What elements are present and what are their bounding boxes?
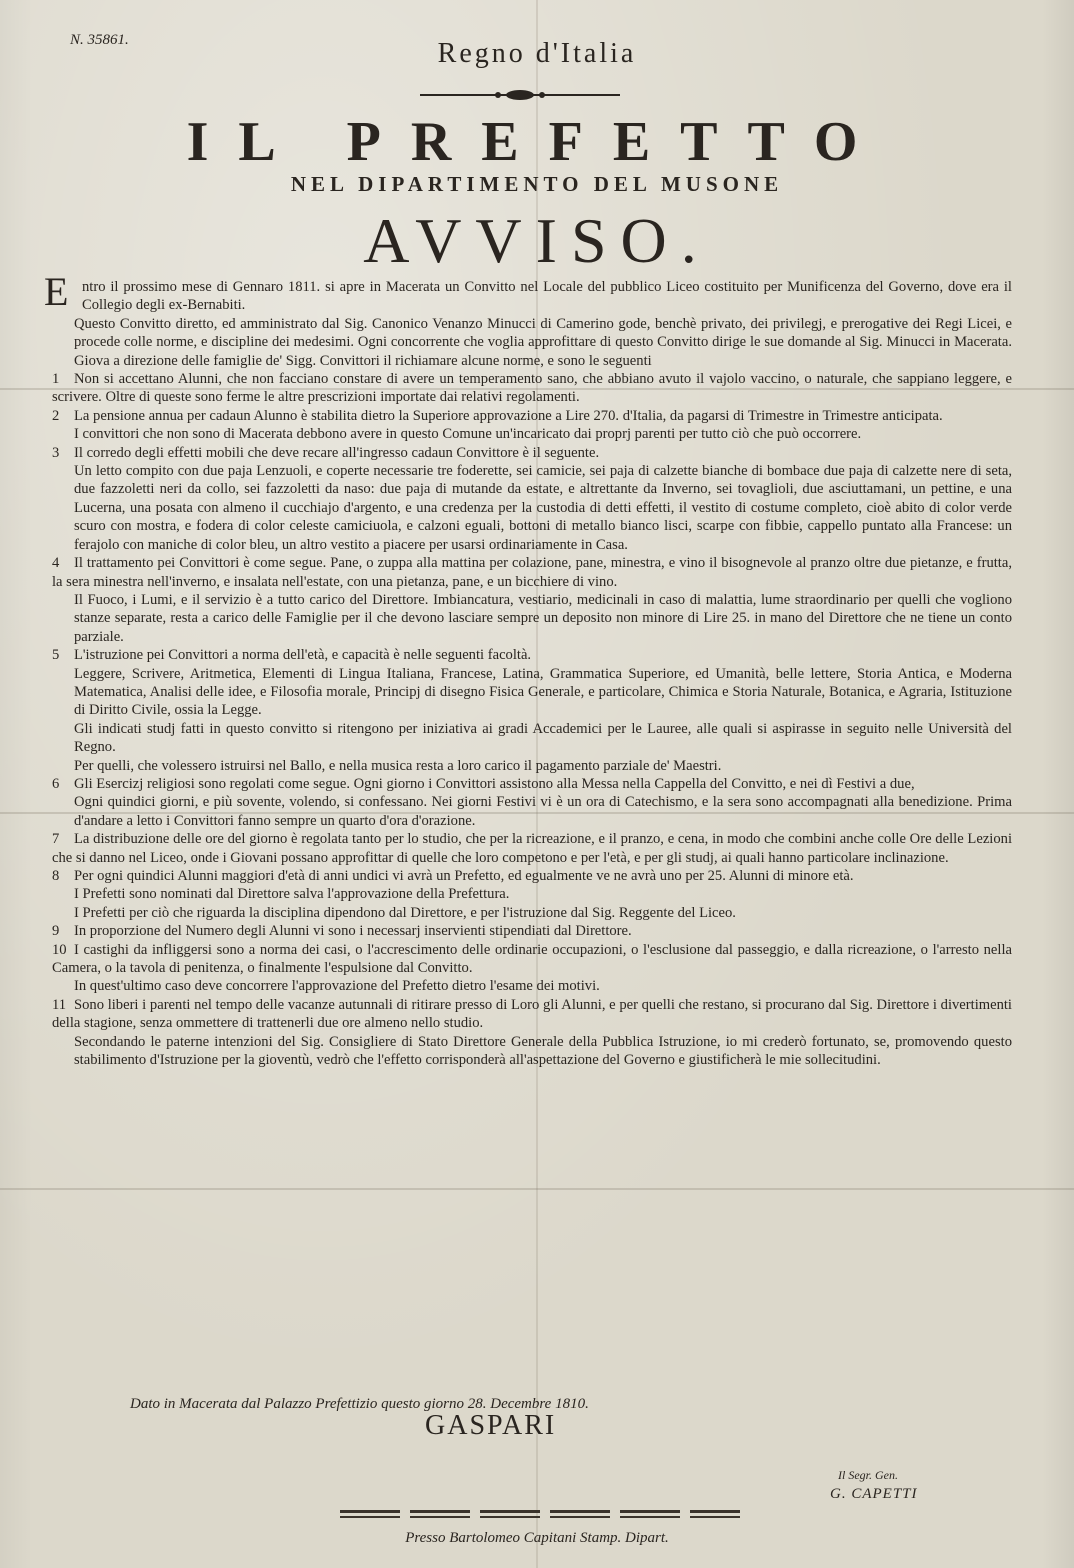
rule-item: [52, 830, 1012, 867]
item-number: 9: [52, 923, 60, 940]
department-heading: NEL DIPARTIMENTO DEL MUSONE: [290, 172, 784, 196]
prefect-signature: GASPARI: [425, 1410, 557, 1441]
rule-item: [52, 370, 1012, 407]
drop-cap: E: [44, 269, 69, 314]
rule-item: [52, 922, 1012, 940]
rule-item: [52, 554, 1012, 591]
item-number: 3: [52, 444, 60, 461]
item-number: 7: [52, 831, 60, 848]
rule-item: [52, 996, 1012, 1033]
item-text: Gli Esercizj religiosi sono regolati come segue. Ogni giorno i Convittori assistono alla Messa nella Cappella del Convitto, e nei dì Festivi a due,: [74, 775, 915, 792]
item-subtext: I convittori che non sono di Macerata debbono avere in questo Comune un'incaricato dai proprj parenti per tutto ciò che può occorrere.: [74, 426, 862, 443]
notice-title: AVVISO.: [363, 205, 711, 276]
item-subtext: Gli indicati studj fatti in questo convitto si ritengono per iniziativa ai gradi Accademici per le Lauree, alle quali si aspirasse in seguito nelle Università del Regno.: [74, 720, 1012, 756]
notice-body: [44, 269, 1012, 1069]
item-subtext: Per quelli, che volessero istruirsi nel Ballo, e nella musica resta a loro carico il pagamento parziale de' Maestri.: [74, 757, 722, 774]
office-heading: IL PREFETTO: [186, 111, 888, 173]
item-text: L'istruzione pei Convittori a norma dell'età, e capacità è nelle seguenti facoltà.: [74, 647, 532, 664]
kingdom-heading: Regno d'Italia: [437, 38, 637, 69]
ornament-rule: [420, 88, 620, 102]
closing-paragraph: Secondando le paterne intenzioni del Sig. Consigliere di Stato Direttore Generale della Pubblica Istruzione, io mi crederò fortunato, se, promovendo questo stabilimento d'Istruzione per la gioventù, vedrò che l'effetto corrisponderà all'aspettazione del Governo e giustificherà le mie sollecitudini.: [74, 1033, 1012, 1069]
rule-item: [52, 941, 1012, 978]
item-text: I castighi da infliggersi sono a norma dei casi, o l'accrescimento delle ordinarie occupazioni, o l'esclusione dal passeggio, e dalla ricreazione, o l'arresto nella Camera, o la tavola di penitenza, o finalmente l'espulsione dal Convitto.: [52, 941, 1012, 977]
inventory-number: N. 35861.: [70, 32, 129, 48]
date-line: Dato in Macerata dal Palazzo Prefettizio questo giorno 28. Decembre 1810.: [130, 1396, 589, 1412]
item-text: Il trattamento pei Convittori è come segue. Pane, o zuppa alla mattina per colazione, pane, minestra, e vino il bisognevole al pranzo oltre due pietanze, e frutta, la sera minestra nell'inverno, e insalata nell'estate, con una pietanza, pane, e un bicchiere di vino.: [52, 555, 1012, 590]
printer-imprint: Presso Bartolomeo Capitani Stamp. Dipart.: [405, 1530, 669, 1546]
item-subtext: Il Fuoco, i Lumi, e il servizio è a tutto carico del Direttore. Imbiancatura, vestiario, medicinali in caso di malattia, lume straordinario per quelli che vogliono stanze separate, resta a carico delle Famiglie per il che devono lasciare sempre un deposito non minore di Lire 25. in mano del Direttore che ne tiene un conto parziale.: [74, 591, 1012, 645]
item-subtext: Un letto compito con due paja Lenzuoli, e coperte necessarie tre foderette, sei camicie, sei paja di calzette bianche di bombace due paja di calzette nere di seta, due fazzoletti neri da collo, sei fazzoletti da naso: due paja di mutande da estate, e altrettante da Inverno, sei tovaglioli, due asciuttamani, un pettine, e una Lucerna, una posata con almeno il cucchiajo d'argento, e una credenza per la custodia di detti effetti, il vestito di costume completo, cioè abito di color verde scuro con mostra, e fodera di color celeste camiciuola, e calzoni eguali, bottoni di metallo bianco lisci, scarpe con fibbie, cappello puntato alla Francese: un ferajolo con maniche di color bleu, un altro vestito a piacere per usarsi ordinariamente in Casa.: [74, 463, 1012, 553]
secretary-name: G. CAPETTI: [830, 1486, 918, 1502]
item-text: In proporzione del Numero degli Alunni vi sono i necessarj inservienti stipendiati dal Direttore.: [74, 923, 632, 940]
item-text: Non si accettano Alunni, che non facciano constare di avere un temperamento sano, che abbiano avuto il vajolo vaccino, o naturale, che sappiano leggere, e scrivere. Oltre di queste sono ferme le altre prescrizioni importate dai relativi regolamenti.: [52, 371, 1012, 406]
rule-item: [52, 867, 1012, 885]
paragraph-convitto: Questo Convitto diretto, ed amministrato dal Sig. Canonico Venanzo Minucci di Camerino gode, benchè privato, dei privilegj, e prerogative dei Regi Licei, e procede colle norme, e discipline dei medesimi. Ogni concorrente che voglia approfittare di questo Convitto dirige le sue domande al Sig. Minucci in Macerata. Giova a direzione delle famiglie de' Sigg. Convittori il richiamare alcune norme, e sono le seguenti: [74, 315, 1012, 369]
paragraph-text: ntro il prossimo mese di Gennaro 1811. si apre in Macerata un Convitto nel Locale del pubblico Liceo costituito per Munificenza del Governo, dove era il Collegio degli ex-Bernabiti.: [82, 279, 1012, 314]
item-subtext: I Prefetti per ciò che riguarda la disciplina dipendono dal Direttore, e per l'istruzione dal Sig. Reggente del Liceo.: [74, 904, 736, 921]
item-number: 10: [52, 941, 67, 958]
item-number: 5: [52, 647, 60, 664]
item-number: 8: [52, 868, 60, 884]
item-text: Il corredo degli effetti mobili che deve recare all'ingresso cadaun Convittore è il seguente.: [74, 444, 600, 461]
rule-item: [52, 444, 1012, 462]
item-text: La pensione annua per cadaun Alunno è stabilita dietro la Superiore approvazione a Lire 270. d'Italia, da pagarsi di Trimestre in Trimestre anticipata.: [74, 407, 943, 424]
item-number: 4: [52, 555, 60, 572]
footer-rule: [340, 1516, 740, 1518]
item-text: Per ogni quindici Alunni maggiori d'età di anni undici vi avrà un Prefetto, ed egualmente ve ne avrà uno per 25. Alunni di minore età.: [74, 868, 854, 884]
rule-item: [52, 646, 1012, 664]
item-number: 1: [52, 371, 60, 388]
item-text: Sono liberi i parenti nel tempo delle vacanze autunnali di ritirare presso di Loro gli Alunni, e per quelli che restano, si procurano dal Sig. Direttore i divertimenti della stagione, senza ommettere di trattenerli due ore almeno nello studio.: [52, 996, 1012, 1032]
item-subtext: I Prefetti sono nominati dal Direttore salva l'approvazione della Prefettura.: [74, 886, 510, 903]
item-subtext: Leggere, Scrivere, Aritmetica, Elementi di Lingua Italiana, Francese, Latina, Grammatica Superiore, ed Umanità, belle lettere, Storia Antica, e Moderna Matematica, Analisi delle idee, e Filosofia morale, Principj di disegno Fisica Generale, e particolare, Chimica e Storia Naturale, Botanica, e Agraria, Istituzione di Diritto Civile, ossia la Legge.: [74, 665, 1012, 719]
secretary-title: Il Segr. Gen.: [838, 1468, 898, 1482]
item-text: La distribuzione delle ore del giorno è regolata tanto per lo studio, che per la ricreazione, e il pranzo, e cena, in modo che combini anche colle Ore delle Lezioni che si danno nel Liceo, onde i Giovani possano approfittar di quelle che loro competono e per l'età, e per gli studj, ai quali hanno particolare inclinazione.: [52, 831, 1012, 866]
item-number: 2: [52, 407, 60, 424]
rule-item: [52, 775, 1012, 793]
item-number: 6: [52, 775, 60, 792]
item-subtext: In quest'ultimo caso deve concorrere l'approvazione del Prefetto dietro l'esame dei motivi.: [74, 978, 600, 995]
rule-item: [52, 407, 1012, 425]
item-subtext: Ogni quindici giorni, e più sovente, volendo, si confessano. Nei giorni Festivi vi è un ora di Catechismo, e la sera sono accompagnati alla benedizione. Prima d'andare a letto i Convittori fanno sempre un quarto d'ora d'orazione.: [74, 794, 1012, 829]
footer-rule: [340, 1510, 740, 1513]
item-number: 11: [52, 996, 67, 1013]
paragraph-intro: [44, 269, 1012, 315]
